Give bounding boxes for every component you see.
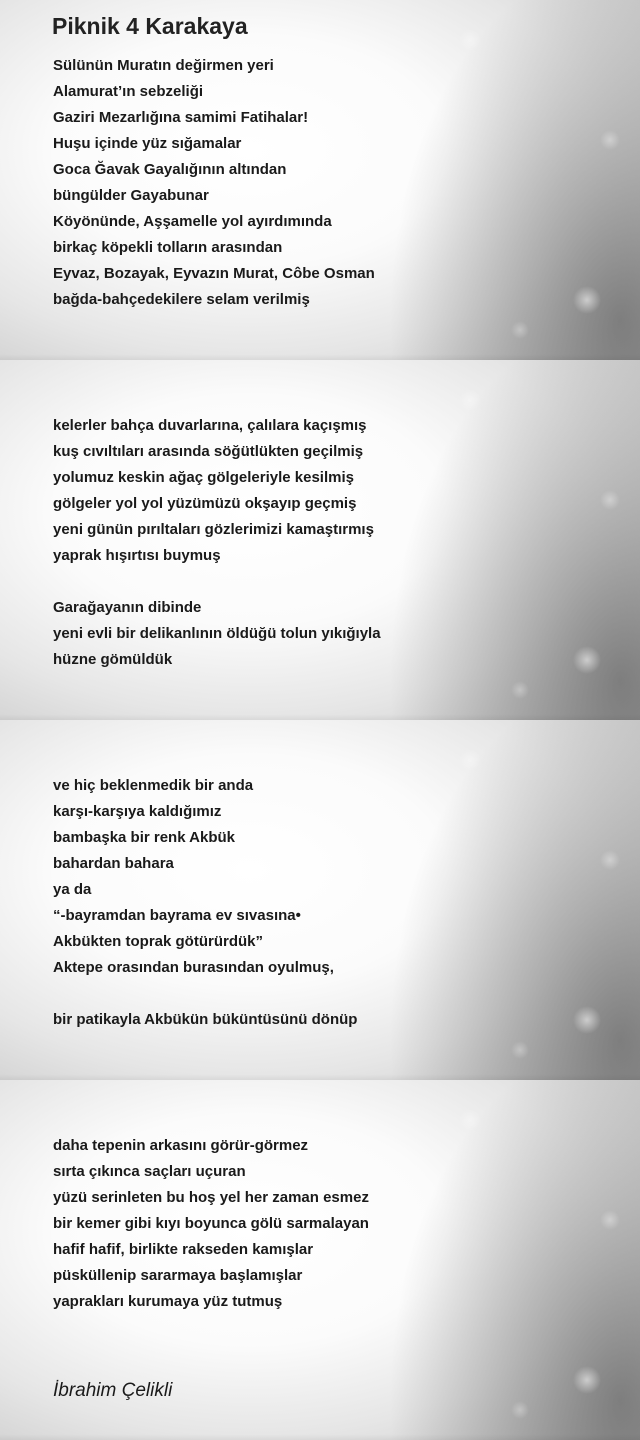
- poem-line: “-bayramdan bayrama ev sıvasına•: [53, 907, 301, 924]
- poem-line: Gaziri Mezarlığına samimi Fatihalar!: [53, 109, 309, 126]
- poem-line: bahardan bahara: [53, 855, 174, 872]
- poem-line: birkaç köpekli tolların arasından: [53, 239, 283, 256]
- poem-line: hüzne gömüldük: [53, 651, 173, 668]
- poem-line: bir kemer gibi kıyı boyunca gölü sarmalayan: [53, 1215, 369, 1232]
- poem-panel-4: [0, 1080, 640, 1440]
- poem-line: daha tepenin arkasını görür-görmez: [53, 1137, 309, 1154]
- stanza-3: [53, 773, 357, 1033]
- poem-line: yeni günün pırıltaları gözlerimizi kamaştırmış: [53, 521, 374, 538]
- poem-line: hafif hafif, birlikte rakseden kamışlar: [53, 1241, 314, 1258]
- stanza-4: [53, 1133, 369, 1315]
- stanza-2: [53, 413, 381, 673]
- poem-line: Akbükten toprak götürürdük”: [53, 933, 264, 950]
- poem-line: yolumuz keskin ağaç gölgeleriyle kesilmiş: [53, 469, 354, 486]
- poem-line: Köyönünde, Aşşamelle yol ayırdımında: [53, 213, 332, 230]
- poem-line: büngülder Gayabunar: [53, 187, 209, 204]
- poem-line: Alamurat’ın sebzeliği: [53, 83, 204, 100]
- poem-line: Garağayanın dibinde: [53, 599, 202, 616]
- poem-panel-3: [0, 720, 640, 1080]
- poem-line: yaprakları kurumaya yüz tutmuş: [53, 1293, 283, 1310]
- poem-line: Goca Ğavak Gayalığının altından: [53, 161, 287, 178]
- poem-line: yüzü serinleten bu hoş yel her zaman esmez: [53, 1189, 369, 1206]
- poem-line: kelerler bahça duvarlarına, çalılara kaçışmış: [53, 417, 367, 434]
- poem-line: karşı-karşıya kaldığımız: [53, 803, 222, 820]
- poem-line: ve hiç beklenmedik bir anda: [53, 777, 254, 794]
- poem-line: Sülünün Muratın değirmen yeri: [53, 57, 274, 74]
- poem-line: püsküllenip sararmaya başlamışlar: [53, 1267, 303, 1284]
- poem-line: yeni evli bir delikanlının öldüğü tolun yıkığıyla: [53, 625, 381, 642]
- poem-line: kuş cıvıltıları arasında söğütlükten geçilmiş: [53, 443, 364, 460]
- poem-line: Aktepe orasından burasından oyulmuş,: [53, 959, 334, 976]
- poem-panel-2: [0, 360, 640, 720]
- poem-line: bambaşka bir renk Akbük: [53, 829, 236, 846]
- stanza-1: [53, 53, 375, 313]
- poem-line: sırta çıkınca saçları uçuran: [53, 1163, 246, 1180]
- poem-line: [53, 981, 357, 1007]
- poem-line: yaprak hışırtısı buymuş: [53, 547, 221, 564]
- poem-line: [53, 569, 381, 595]
- poem-line: bir patikayla Akbükün büküntüsünü dönüp: [53, 1011, 358, 1028]
- poem-line: Eyvaz, Bozayak, Eyvazın Murat, Côbe Osman: [53, 265, 375, 282]
- poem-line: ya da: [53, 881, 92, 898]
- poem-line: bağda-bahçedekilere selam verilmiş: [53, 291, 310, 308]
- poem-line: Huşu içinde yüz sığamalar: [53, 135, 242, 152]
- poem-title: Piknik 4 Karakaya: [52, 13, 248, 39]
- poem-line: gölgeler yol yol yüzümüzü okşayıp geçmiş: [53, 495, 357, 512]
- poem-panel-1: [0, 0, 640, 360]
- poem-author: İbrahim Çelikli: [53, 1380, 173, 1401]
